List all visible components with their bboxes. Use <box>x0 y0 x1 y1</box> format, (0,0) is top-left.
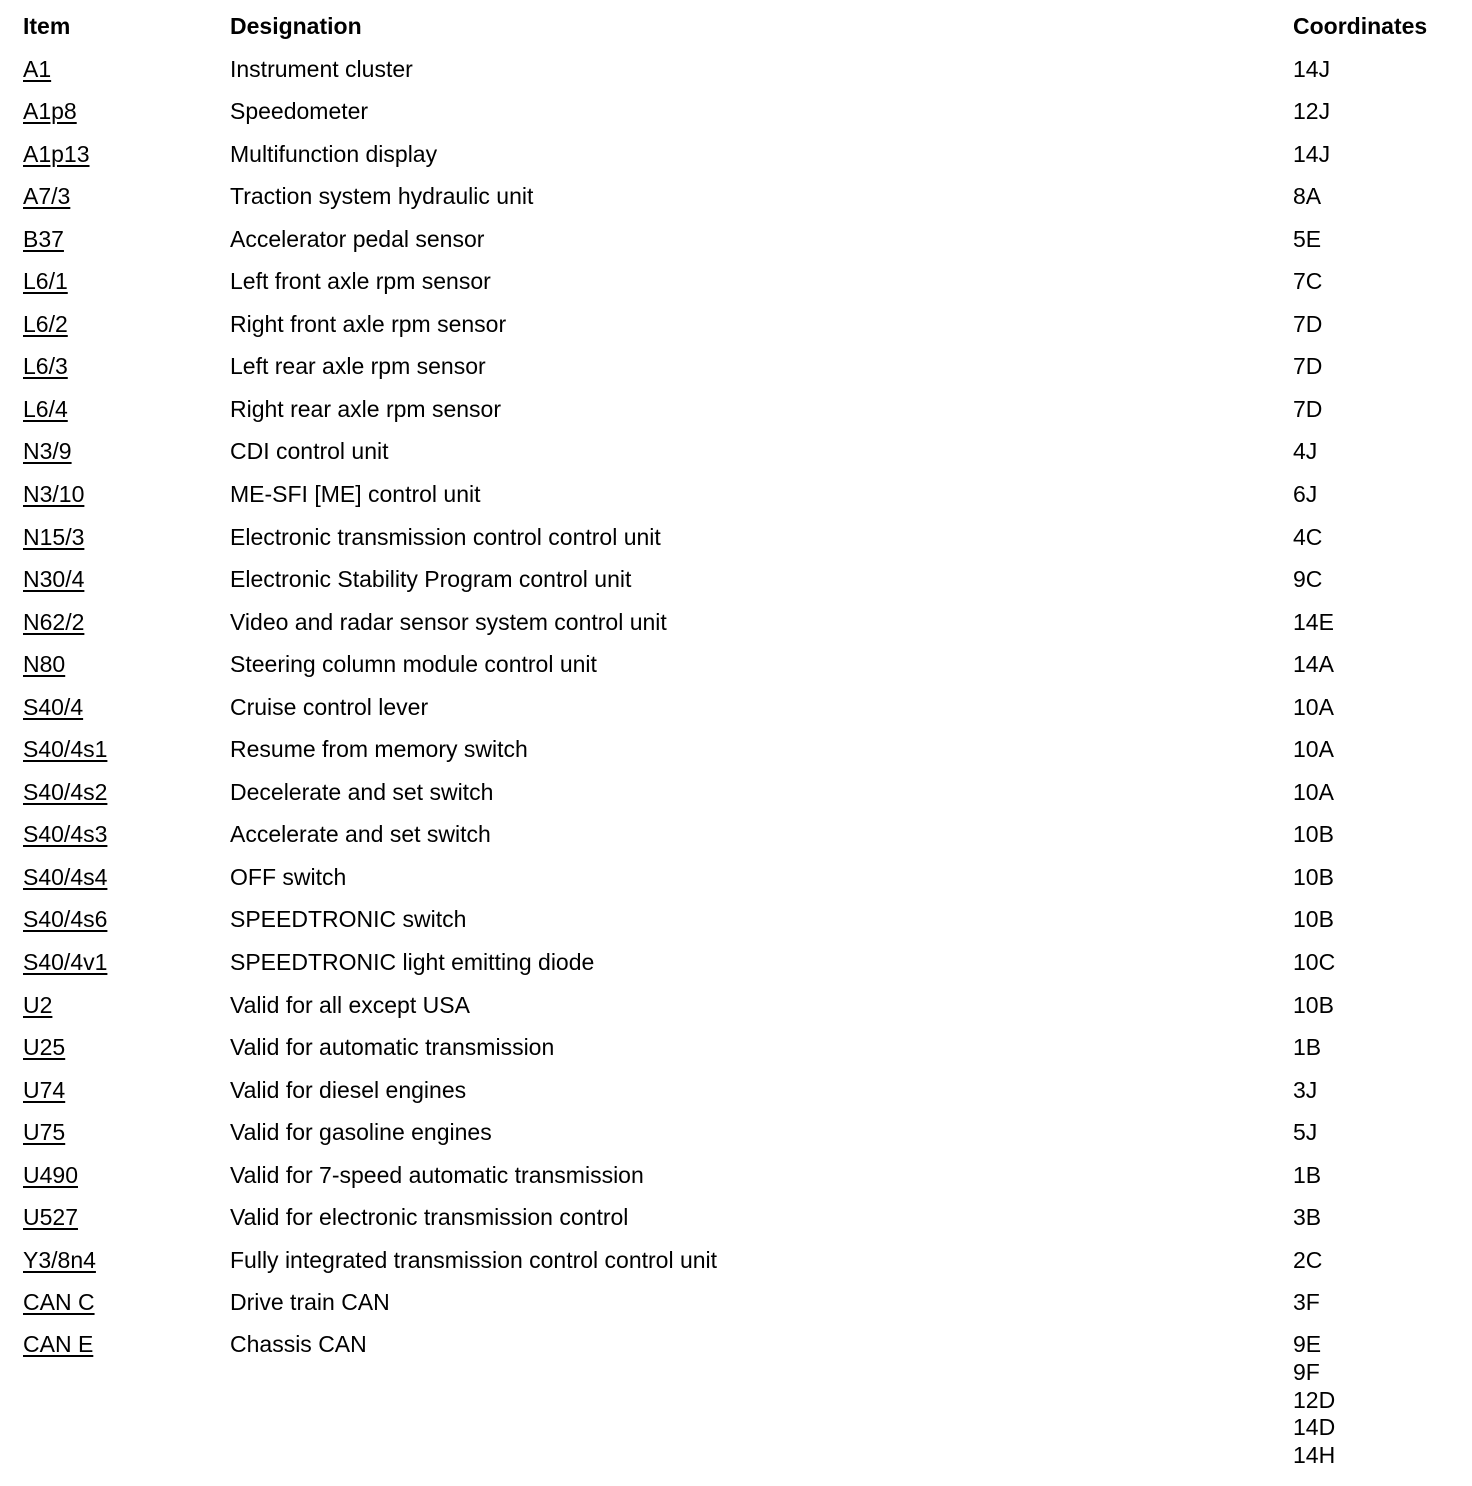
coordinate-value: 7C <box>1293 268 1323 295</box>
item-link[interactable]: L6/3 <box>23 353 68 380</box>
item-link[interactable]: L6/2 <box>23 310 68 337</box>
designation-cell: Valid for diesel engines <box>230 1076 467 1103</box>
designation-cell: SPEEDTRONIC light emitting diode <box>230 949 595 976</box>
coordinate-value: 8A <box>1293 183 1322 210</box>
designation-cell: Valid for automatic transmission <box>230 1034 555 1061</box>
coordinates-cell <box>1293 694 1334 722</box>
table-row <box>23 1149 1453 1192</box>
coordinate-value: 9F <box>1293 1358 1320 1385</box>
coordinate-value: 4J <box>1293 438 1318 465</box>
table-row <box>23 425 1453 468</box>
designation-cell: OFF switch <box>230 863 347 890</box>
item-cell <box>23 1077 65 1103</box>
item-cell <box>23 268 68 294</box>
table-row <box>23 766 1453 809</box>
item-link[interactable]: S40/4s1 <box>23 736 108 763</box>
item-link[interactable]: L6/1 <box>23 268 68 295</box>
coordinates-cell <box>1293 98 1330 126</box>
item-link[interactable]: CAN C <box>23 1289 95 1316</box>
table-row <box>23 596 1453 639</box>
coordinate-value: 5E <box>1293 225 1322 252</box>
item-link[interactable]: U527 <box>23 1204 78 1231</box>
table-row <box>23 553 1453 596</box>
coordinate-value: 10A <box>1293 736 1334 763</box>
coordinate-value: 1B <box>1293 1161 1322 1188</box>
coordinate-value: 5J <box>1293 1119 1318 1146</box>
designation-cell: Speedometer <box>230 98 369 125</box>
coordinate-value: 9C <box>1293 566 1323 593</box>
coordinate-value: 7D <box>1293 310 1323 337</box>
coordinates-cell <box>1293 1247 1322 1275</box>
coordinate-value: 7D <box>1293 353 1323 380</box>
item-link[interactable]: N62/2 <box>23 608 85 635</box>
coordinate-value: 1B <box>1293 1034 1322 1061</box>
column-header-item: Item <box>23 13 71 39</box>
item-cell <box>23 609 84 635</box>
designation-cell: Drive train CAN <box>230 1289 390 1316</box>
coordinate-value: 6J <box>1293 481 1318 508</box>
table-row <box>23 383 1453 426</box>
item-link[interactable]: S40/4 <box>23 693 84 720</box>
table-row <box>23 681 1453 724</box>
item-link[interactable]: N3/10 <box>23 481 85 508</box>
coordinates-cell <box>1293 609 1334 637</box>
item-link[interactable]: A7/3 <box>23 183 71 210</box>
designation-cell: Right rear axle rpm sensor <box>230 395 501 422</box>
item-link[interactable]: CAN E <box>23 1330 94 1357</box>
table-row <box>23 979 1453 1022</box>
item-cell <box>23 1331 93 1357</box>
table-row <box>23 638 1453 681</box>
designation-cell: Right front axle rpm sensor <box>230 310 507 337</box>
item-cell <box>23 183 70 209</box>
designation-cell: Instrument cluster <box>230 55 413 82</box>
component-legend-table <box>23 0 1453 1469</box>
designation-cell: Traction system hydraulic unit <box>230 183 534 210</box>
coordinates-cell <box>1293 481 1317 509</box>
coordinate-value: 14E <box>1293 608 1334 635</box>
table-row <box>23 1191 1453 1234</box>
item-cell <box>23 992 52 1018</box>
designation-cell: Valid for electronic transmission control <box>230 1204 629 1231</box>
item-link[interactable]: B37 <box>23 225 64 252</box>
table-row <box>23 893 1453 936</box>
coordinate-value: 10B <box>1293 863 1334 890</box>
coordinates-cell <box>1293 1077 1317 1105</box>
designation-cell: Left front axle rpm sensor <box>230 268 491 295</box>
item-cell <box>23 226 64 252</box>
table-row <box>23 1106 1453 1149</box>
item-cell <box>23 1034 65 1060</box>
item-cell <box>23 1119 65 1145</box>
item-link[interactable]: S40/4s3 <box>23 821 108 848</box>
designation-cell: ME-SFI [ME] control unit <box>230 481 481 508</box>
item-link[interactable]: A1p13 <box>23 140 90 167</box>
coordinates-cell <box>1293 949 1335 977</box>
coordinates-cell <box>1293 141 1330 169</box>
designation-cell: Electronic Stability Program control unit <box>230 566 632 593</box>
designation-cell: Valid for 7-speed automatic transmission <box>230 1161 644 1188</box>
coordinate-value: 12J <box>1293 98 1331 125</box>
designation-cell: Multifunction display <box>230 140 438 167</box>
item-link[interactable]: Y3/8n4 <box>23 1246 96 1273</box>
table-row <box>23 723 1453 766</box>
item-link[interactable]: A1 <box>23 55 52 82</box>
item-cell <box>23 98 77 124</box>
designation-cell: Video and radar sensor system control unit <box>230 608 667 635</box>
designation-cell: CDI control unit <box>230 438 389 465</box>
item-link[interactable]: S40/4s4 <box>23 863 108 890</box>
item-cell <box>23 1162 78 1188</box>
item-link[interactable]: S40/4v1 <box>23 949 108 976</box>
item-link[interactable]: S40/4s6 <box>23 906 108 933</box>
table-row <box>23 340 1453 383</box>
item-link[interactable]: N15/3 <box>23 523 85 550</box>
item-cell <box>23 438 72 464</box>
table-row <box>23 851 1453 894</box>
coordinate-value: 9E <box>1293 1330 1322 1357</box>
item-cell <box>23 694 83 720</box>
coordinates-cell <box>1293 524 1322 552</box>
coordinate-value: 3F <box>1293 1289 1320 1316</box>
coordinate-value: 14A <box>1293 651 1334 678</box>
item-cell <box>23 353 68 379</box>
coordinates-cell <box>1293 906 1334 934</box>
coordinates-cell <box>1293 56 1330 84</box>
item-cell <box>23 1247 96 1273</box>
designation-cell: SPEEDTRONIC switch <box>230 906 467 933</box>
coordinates-cell <box>1293 992 1334 1020</box>
coordinates-cell <box>1293 1289 1320 1317</box>
item-cell <box>23 821 107 847</box>
coordinate-value: 10A <box>1293 693 1334 720</box>
designation-cell: Accelerate and set switch <box>230 821 491 848</box>
table-row <box>23 170 1453 213</box>
item-link[interactable]: U490 <box>23 1161 78 1188</box>
table-row <box>23 85 1453 128</box>
designation-cell: Accelerator pedal sensor <box>230 225 485 252</box>
coordinates-cell <box>1293 396 1322 424</box>
coordinates-cell <box>1293 1204 1321 1232</box>
coordinates-cell <box>1293 438 1317 466</box>
coordinates-cell <box>1293 268 1322 296</box>
coordinates-cell <box>1293 779 1334 807</box>
coordinate-value: 14D <box>1293 1414 1336 1441</box>
item-cell <box>23 1204 78 1230</box>
coordinate-value: 10B <box>1293 821 1334 848</box>
coordinate-value: 4C <box>1293 523 1323 550</box>
item-cell <box>23 736 107 762</box>
item-cell <box>23 396 68 422</box>
coordinates-cell <box>1293 736 1334 764</box>
coordinates-cell <box>1293 566 1322 594</box>
item-cell <box>23 566 84 592</box>
coordinate-value: 10A <box>1293 778 1334 805</box>
coordinates-cell <box>1293 651 1334 679</box>
coordinate-value: 10C <box>1293 949 1336 976</box>
coordinates-cell <box>1293 1034 1321 1062</box>
item-cell <box>23 1289 95 1315</box>
table-row <box>23 1234 1453 1277</box>
designation-cell: Resume from memory switch <box>230 736 528 763</box>
coordinates-cell <box>1293 1119 1317 1147</box>
table-row <box>23 43 1453 86</box>
coordinate-value: 2C <box>1293 1246 1323 1273</box>
item-link[interactable]: U74 <box>23 1076 66 1103</box>
table-body <box>23 43 1453 1469</box>
coordinates-cell <box>1293 1162 1321 1190</box>
designation-cell: Fully integrated transmission control control unit <box>230 1246 718 1273</box>
designation-cell: Valid for all except USA <box>230 991 470 1018</box>
designation-cell: Steering column module control unit <box>230 651 597 678</box>
coordinates-cell <box>1293 821 1334 849</box>
item-link[interactable]: N80 <box>23 651 66 678</box>
table-row <box>23 1064 1453 1107</box>
item-link[interactable]: N30/4 <box>23 566 85 593</box>
table-header-row <box>23 0 1453 43</box>
designation-cell: Electronic transmission control control unit <box>230 523 661 550</box>
designation-cell: Left rear axle rpm sensor <box>230 353 486 380</box>
table-row <box>23 511 1453 554</box>
coordinate-value: 10B <box>1293 991 1334 1018</box>
designation-cell: Decelerate and set switch <box>230 778 494 805</box>
coordinate-value: 3B <box>1293 1204 1322 1231</box>
designation-cell: Cruise control lever <box>230 693 429 720</box>
item-cell <box>23 864 107 890</box>
coordinate-value: 3J <box>1293 1076 1318 1103</box>
item-link[interactable]: N3/9 <box>23 438 72 465</box>
coordinate-value: 12D <box>1293 1386 1336 1413</box>
table-row <box>23 255 1453 298</box>
table-row <box>23 128 1453 171</box>
coordinates-cell <box>1293 226 1321 254</box>
item-link[interactable]: L6/4 <box>23 395 68 422</box>
item-link[interactable]: A1p8 <box>23 98 77 125</box>
table-row <box>23 298 1453 341</box>
table-row <box>23 468 1453 511</box>
column-header-designation: Designation <box>230 13 362 39</box>
table-row <box>23 808 1453 851</box>
coordinate-value: 10B <box>1293 906 1334 933</box>
coordinates-cell <box>1293 183 1321 211</box>
coordinate-value: 14H <box>1293 1442 1336 1469</box>
item-link[interactable]: U25 <box>23 1034 66 1061</box>
table-row <box>23 1319 1453 1469</box>
item-cell <box>23 949 107 975</box>
item-cell <box>23 524 84 550</box>
designation-cell: Valid for gasoline engines <box>230 1119 492 1146</box>
coordinates-cell <box>1293 353 1322 381</box>
table-row <box>23 213 1453 256</box>
coordinates-cell <box>1293 864 1334 892</box>
coordinates-cell <box>1293 311 1322 339</box>
coordinate-value: 7D <box>1293 395 1323 422</box>
item-cell <box>23 906 107 932</box>
table-row <box>23 1276 1453 1319</box>
item-cell <box>23 311 68 337</box>
item-cell <box>23 56 51 82</box>
coordinate-value: 14J <box>1293 55 1331 82</box>
table-row <box>23 1021 1453 1064</box>
column-header-coordinates: Coordinates <box>1293 13 1428 39</box>
designation-cell: Chassis CAN <box>230 1330 367 1357</box>
item-link[interactable]: U75 <box>23 1119 66 1146</box>
item-cell <box>23 651 65 677</box>
coordinate-value: 14J <box>1293 140 1331 167</box>
item-cell <box>23 481 84 507</box>
coordinates-cell <box>1293 1331 1335 1470</box>
item-cell <box>23 141 90 167</box>
item-cell <box>23 779 107 805</box>
item-link[interactable]: U2 <box>23 991 53 1018</box>
item-link[interactable]: S40/4s2 <box>23 778 108 805</box>
table-row <box>23 936 1453 979</box>
